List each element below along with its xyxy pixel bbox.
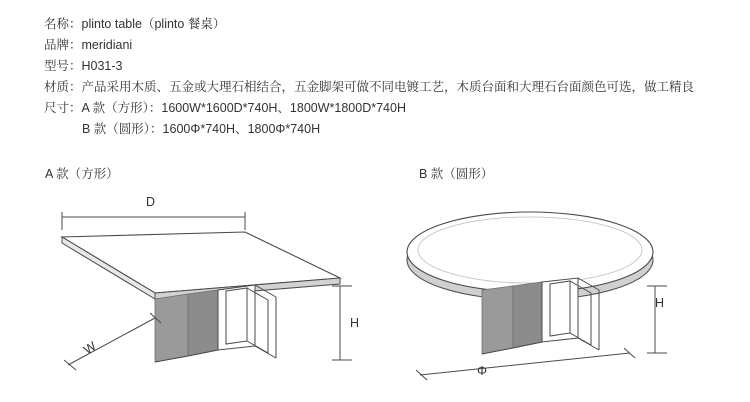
spec-line-name: 名称：plinto table（plinto 餐桌）: [44, 17, 226, 31]
label-dimension-H-b: H: [655, 296, 665, 310]
spec-line-brand: 品牌：meridiani: [44, 38, 133, 52]
spec-line-size-b: B 款（圆形）：1600Φ*740H、1800Φ*740H: [82, 122, 321, 136]
table-base-block: [155, 290, 218, 362]
figure-b-round-table: [400, 190, 720, 395]
figure-a-caption: A 款（方形）: [45, 167, 119, 181]
dimension-line-H-a: [332, 286, 352, 360]
dimension-line-diameter: [416, 348, 635, 380]
spec-line-material: 材质：产品采用木质、五金或大理石相结合，五金脚架可做不同电镀工艺，木质台面和大理石台面颜色可选，做工精良: [44, 80, 695, 94]
dimension-line-D: [62, 212, 245, 230]
dimension-line-W: [64, 313, 161, 370]
figure-b-caption: B 款（圆形）: [419, 167, 494, 181]
table-top-square: [62, 232, 340, 299]
spec-line-model: 型号：H031-3: [44, 59, 123, 73]
label-dimension-D: D: [146, 195, 156, 209]
label-dimension-H-a: H: [350, 316, 360, 330]
table-base-block-round: [482, 282, 542, 354]
product-spec-block: [44, 14, 714, 140]
label-dimension-diameter: Φ: [477, 364, 487, 378]
label-dimension-W: W: [81, 338, 99, 358]
figure-a-square-table: [40, 190, 380, 395]
spec-line-size-a: 尺寸：A 款（方形）：1600W*1600D*740H、1800W*1800D*740H: [44, 101, 406, 115]
